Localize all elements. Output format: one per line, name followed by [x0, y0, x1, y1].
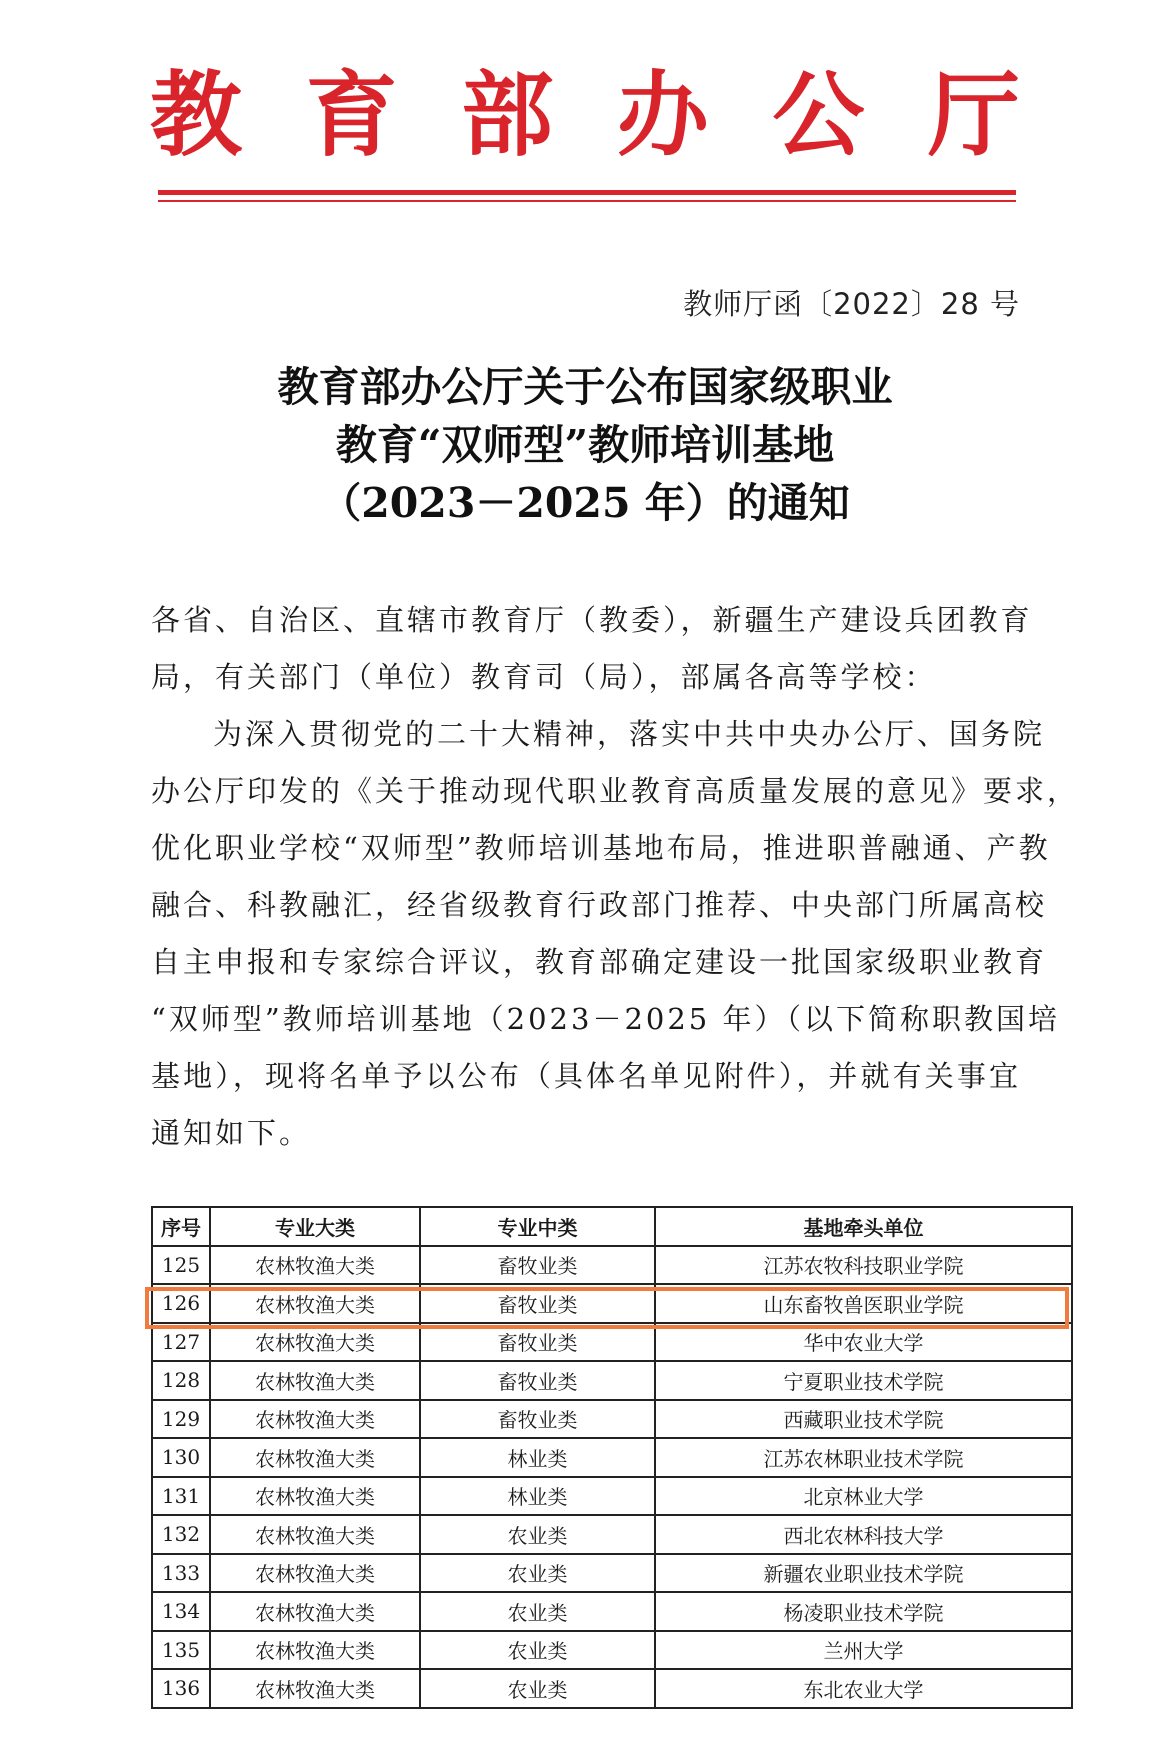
title-line: 教育部办公厅关于公布国家级职业 [277, 363, 893, 411]
document-number: 教师厅函〔2022〕28 号 [683, 287, 1020, 321]
cell-major-category: 农林牧渔大类 [210, 1246, 420, 1285]
cell-major-category: 农林牧渔大类 [210, 1323, 420, 1362]
cell-index: 125 [152, 1246, 210, 1285]
cell-major-category: 农林牧渔大类 [210, 1669, 420, 1708]
training-base-table [151, 1206, 1073, 1709]
cell-lead-institution: 兰州大学 [655, 1631, 1072, 1670]
table-row [152, 1592, 1072, 1631]
table-row [152, 1554, 1072, 1593]
cell-lead-institution: 江苏农牧科技职业学院 [655, 1246, 1072, 1285]
cell-index: 136 [152, 1669, 210, 1708]
cell-sub-category: 农业类 [420, 1631, 655, 1670]
body-line: 通知如下。 [151, 1116, 312, 1150]
header-sub-category: 专业中类 [420, 1207, 655, 1246]
cell-sub-category: 畜牧业类 [420, 1246, 655, 1285]
cell-major-category: 农林牧渔大类 [210, 1438, 420, 1477]
masthead-char: 厅 [927, 61, 1020, 169]
cell-lead-institution: 北京林业大学 [655, 1477, 1072, 1516]
cell-lead-institution: 新疆农业职业技术学院 [655, 1554, 1072, 1593]
cell-index: 127 [152, 1323, 210, 1362]
body-line: 自主申报和专家综合评议，教育部确定建设一批国家级职业教育 [151, 945, 1048, 979]
cell-index: 126 [152, 1284, 210, 1323]
masthead-char: 育 [305, 61, 398, 169]
body-line: 办公厅印发的《关于推动现代职业教育高质量发展的意见》要求， [151, 774, 1080, 808]
cell-major-category: 农林牧渔大类 [210, 1361, 420, 1400]
title-line: 教育“双师型”教师培训基地 [335, 421, 835, 469]
cell-lead-institution: 西藏职业技术学院 [655, 1400, 1072, 1439]
cell-index: 128 [152, 1361, 210, 1400]
cell-index: 130 [152, 1438, 210, 1477]
body-line: 优化职业学校“双师型”教师培训基地布局，推进职普融通、产教 [151, 831, 1051, 865]
cell-index: 135 [152, 1631, 210, 1670]
body-line: “双师型”教师培训基地（2023－2025 年）（以下简称职教国培 [151, 1002, 1060, 1036]
cell-sub-category: 畜牧业类 [420, 1323, 655, 1362]
cell-major-category: 农林牧渔大类 [210, 1631, 420, 1670]
cell-sub-category: 农业类 [420, 1669, 655, 1708]
header-lead-institution: 基地牵头单位 [655, 1207, 1072, 1246]
cell-lead-institution: 宁夏职业技术学院 [655, 1361, 1072, 1400]
table-row [152, 1246, 1072, 1285]
cell-major-category: 农林牧渔大类 [210, 1554, 420, 1593]
masthead-char: 办 [616, 61, 709, 169]
cell-lead-institution: 华中农业大学 [655, 1323, 1072, 1362]
cell-sub-category: 农业类 [420, 1515, 655, 1554]
masthead-title [150, 60, 1020, 170]
cell-lead-institution: 西北农林科技大学 [655, 1515, 1072, 1554]
masthead-divider-thick [158, 190, 1016, 195]
cell-sub-category: 农业类 [420, 1592, 655, 1631]
cell-index: 134 [152, 1592, 210, 1631]
cell-major-category: 农林牧渔大类 [210, 1400, 420, 1439]
cell-sub-category: 畜牧业类 [420, 1400, 655, 1439]
table-row [152, 1361, 1072, 1400]
cell-index: 132 [152, 1515, 210, 1554]
cell-major-category: 农林牧渔大类 [210, 1477, 420, 1516]
body-line: 局，有关部门（单位）教育司（局），部属各高等学校： [151, 660, 937, 694]
table-row [152, 1631, 1072, 1670]
cell-index: 133 [152, 1554, 210, 1593]
table-row [152, 1438, 1072, 1477]
cell-index: 131 [152, 1477, 210, 1516]
body-line: 各省、自治区、直辖市教育厅（教委），新疆生产建设兵团教育 [151, 603, 1033, 637]
cell-major-category: 农林牧渔大类 [210, 1284, 420, 1323]
masthead-char: 教 [150, 61, 243, 169]
table-row [152, 1400, 1072, 1439]
title-line: （2023－2025 年）的通知 [320, 479, 850, 527]
document-body [151, 592, 1080, 1162]
masthead-divider-thin [158, 200, 1016, 202]
body-line: 融合、科教融汇，经省级教育行政部门推荐、中央部门所属高校 [151, 888, 1048, 922]
document-title [150, 358, 1020, 532]
cell-sub-category: 畜牧业类 [420, 1361, 655, 1400]
table-row [152, 1323, 1072, 1362]
body-line: 为深入贯彻党的二十大精神，落实中共中央办公厅、国务院 [213, 717, 1046, 751]
cell-lead-institution: 杨凌职业技术学院 [655, 1592, 1072, 1631]
table-row [152, 1284, 1072, 1323]
cell-major-category: 农林牧渔大类 [210, 1592, 420, 1631]
body-line: 基地），现将名单予以公布（具体名单见附件），并就有关事宜 [151, 1059, 1021, 1093]
table-row [152, 1669, 1072, 1708]
header-index: 序号 [152, 1207, 210, 1246]
cell-sub-category: 林业类 [420, 1438, 655, 1477]
masthead-char: 部 [461, 61, 554, 169]
cell-sub-category: 畜牧业类 [420, 1284, 655, 1323]
cell-major-category: 农林牧渔大类 [210, 1515, 420, 1554]
cell-lead-institution: 东北农业大学 [655, 1669, 1072, 1708]
header-major-category: 专业大类 [210, 1207, 420, 1246]
table-row [152, 1477, 1072, 1516]
masthead-char: 公 [772, 61, 865, 169]
table-header-row [152, 1207, 1072, 1246]
cell-sub-category: 农业类 [420, 1554, 655, 1593]
cell-lead-institution: 山东畜牧兽医职业学院 [655, 1284, 1072, 1323]
cell-index: 129 [152, 1400, 210, 1439]
cell-sub-category: 林业类 [420, 1477, 655, 1516]
cell-lead-institution: 江苏农林职业技术学院 [655, 1438, 1072, 1477]
table-row [152, 1515, 1072, 1554]
